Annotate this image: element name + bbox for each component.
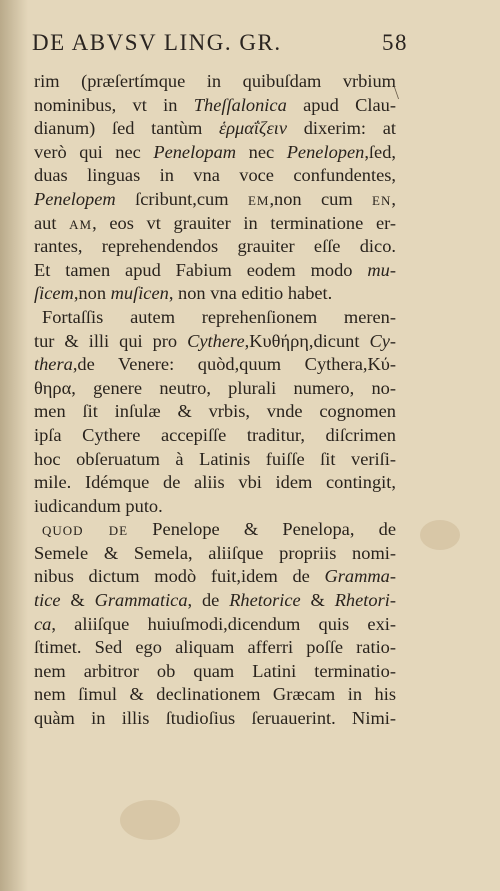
running-head	[32, 30, 408, 56]
roman-text: Penelope & Penelopa, de	[128, 519, 396, 540]
italic-text: ἑρμαΐζειν	[218, 118, 287, 139]
roman-text: ,non cum	[269, 188, 373, 209]
text-line	[34, 683, 396, 707]
italic-text: Gramma-	[324, 566, 396, 587]
roman-text: dixerim: at	[287, 118, 397, 139]
text-line	[34, 141, 396, 165]
text-line	[34, 188, 396, 212]
text-line	[34, 330, 396, 354]
text-line	[34, 636, 396, 660]
foxing-stain	[120, 800, 180, 840]
small-caps-text: em	[247, 188, 270, 209]
text-line	[34, 259, 396, 283]
italic-text: muſicen	[110, 283, 169, 304]
text-line	[34, 424, 396, 448]
roman-text: verò qui nec	[34, 141, 154, 162]
roman-text: tur & illi qui pro	[34, 330, 188, 351]
roman-text: apud Clau-	[286, 94, 396, 115]
italic-text: Rhetorice	[229, 590, 301, 611]
text-line	[34, 164, 396, 188]
italic-text: Penelopen	[286, 141, 365, 162]
text-line	[34, 377, 396, 401]
text-line	[34, 212, 396, 236]
roman-text: ,non	[73, 283, 111, 304]
italic-text: Grammatica	[94, 590, 188, 611]
text-line	[34, 306, 396, 330]
italic-text: Cy-	[369, 330, 396, 351]
small-caps-text: quod de	[42, 519, 129, 540]
foxing-stain	[420, 520, 460, 550]
roman-text: ,ſed,	[364, 141, 396, 162]
text-line	[34, 518, 396, 542]
italic-text: Theſſalonica	[193, 94, 287, 115]
roman-text: ipſa Cythere accepiſſe traditur, diſcrimen	[34, 424, 396, 445]
small-caps-text: en	[372, 188, 392, 209]
roman-text: ,de Venere: quòd,quum Cythera,Κύ-	[72, 354, 396, 375]
text-line	[34, 613, 396, 637]
text-line	[34, 707, 396, 731]
text-line	[34, 542, 396, 566]
roman-text: , de	[187, 590, 230, 611]
page-number: 58	[382, 30, 408, 55]
roman-text: ſcribunt,cum	[115, 188, 248, 209]
text-line	[34, 282, 396, 306]
text-line	[34, 495, 396, 519]
text-line	[34, 660, 396, 684]
roman-text: duas linguas in vna voce confundentes,	[34, 165, 396, 186]
roman-text: ſtimet. Sed ego aliquam afferri poſſe ratio-	[34, 637, 396, 658]
roman-text: Fortaſſis autem reprehenſionem meren-	[42, 306, 396, 327]
text-line	[34, 565, 396, 589]
italic-text: Cythere	[187, 330, 245, 351]
italic-text: Penelopam	[153, 141, 237, 162]
text-line	[34, 70, 396, 94]
roman-text: nibus dictum modò fuit,idem de	[34, 566, 325, 587]
roman-text: nec	[236, 141, 287, 162]
roman-text: iudicandum puto.	[34, 495, 163, 516]
text-line	[34, 400, 396, 424]
roman-text: &	[60, 590, 95, 611]
roman-text: θηρα, genere neutro, plurali numero, no-	[34, 377, 396, 398]
roman-text: rim (præſertímque in quibuſdam vrbium	[34, 71, 396, 91]
italic-text: Penelopem	[34, 188, 116, 209]
roman-text: , eos vt grauiter in terminatione er-	[92, 212, 396, 233]
roman-text: mile. Idémque de aliis vbi idem contingit,	[34, 472, 396, 493]
italic-text: thera	[34, 354, 73, 375]
text-line	[34, 448, 396, 472]
roman-text: dianum) ſed tantùm	[34, 118, 219, 139]
italic-text: ca	[34, 613, 52, 634]
italic-text: mu-	[367, 259, 396, 280]
italic-text: Rhetori-	[334, 590, 396, 611]
roman-text: hoc obſeruatum à Latinis fuiſſe ſit veriſi-	[34, 448, 396, 469]
text-line	[34, 235, 396, 259]
roman-text: aut	[34, 212, 70, 233]
small-caps-text: am	[69, 212, 93, 233]
text-line	[34, 471, 396, 495]
text-block	[34, 70, 396, 731]
roman-text: &	[300, 590, 335, 611]
roman-text: quàm in illis ſtudioſius ſeruauerint. Nimi-	[34, 708, 396, 729]
roman-text: , non vna editio habet.	[168, 283, 333, 304]
roman-text: nominibus, vt in	[34, 94, 194, 115]
text-line	[34, 94, 396, 118]
text-line	[34, 117, 396, 141]
italic-text: ſicem	[34, 283, 74, 304]
italic-text: tice	[34, 590, 61, 611]
text-line	[34, 589, 396, 613]
roman-text: men ſit inſulæ & vrbis, vnde cognomen	[34, 401, 396, 422]
text-line	[34, 353, 396, 377]
roman-text: ,	[391, 188, 396, 209]
roman-text: Et tamen apud Fabium eodem modo	[34, 259, 368, 280]
roman-text: Semele & Semela, aliiſque propriis nomi-	[34, 542, 396, 563]
running-head-title: DE ABVSV LING. GR.	[32, 30, 282, 55]
gutter-shadow	[0, 0, 28, 891]
roman-text: ,Κυθήρη,dicunt	[244, 330, 370, 351]
roman-text: nem arbitror ob quam Latini terminatio-	[34, 660, 396, 681]
margin-mark: \	[394, 83, 400, 103]
roman-text: , aliiſque huiuſmodi,dicendum quis exi-	[51, 613, 396, 634]
roman-text: rantes, reprehendendos grauiter eſſe dico.	[34, 236, 396, 257]
roman-text: nem ſimul & declinationem Græcam in his	[34, 684, 396, 705]
